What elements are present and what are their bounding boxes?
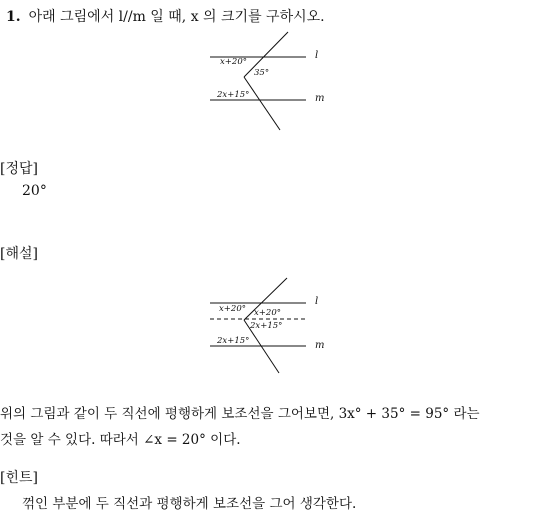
angle-top-label: x+20° [220, 57, 247, 67]
line-l-label: l [315, 296, 319, 307]
hint-label: [힌트] [0, 470, 38, 486]
angle-aux-top-label: x+20° [254, 308, 281, 318]
answer-value: 20° [22, 183, 47, 199]
line-m-label: m [315, 93, 325, 104]
angle-aux-bottom-label: 2x+15° [250, 321, 283, 331]
question-number: 1. [6, 9, 21, 25]
explanation-label: [해설] [0, 246, 38, 262]
angle-bottom-label: 2x+15° [217, 336, 250, 346]
explanation-line-1: 위의 그림과 같이 두 직선에 평행하게 보조선을 그어보면, 3x° + 35° = 95° 라는 [0, 406, 480, 422]
line-m-label: m [315, 340, 325, 351]
hint-text: 꺾인 부분에 두 직선과 평행하게 보조선을 그어 생각한다. [22, 496, 357, 512]
question-text: 아래 그림에서 l//m 일 때, x 의 크기를 구하시오. [28, 9, 325, 25]
angle-bottom-label: 2x+15° [217, 90, 250, 100]
explanation-line-2: 것을 알 수 있다. 따라서 ∠x = 20° 이다. [0, 432, 241, 448]
answer-label: [정답] [0, 161, 38, 177]
angle-mid-label: 35° [254, 68, 270, 78]
angle-top-label: x+20° [219, 304, 246, 314]
line-l-label: l [315, 50, 319, 61]
